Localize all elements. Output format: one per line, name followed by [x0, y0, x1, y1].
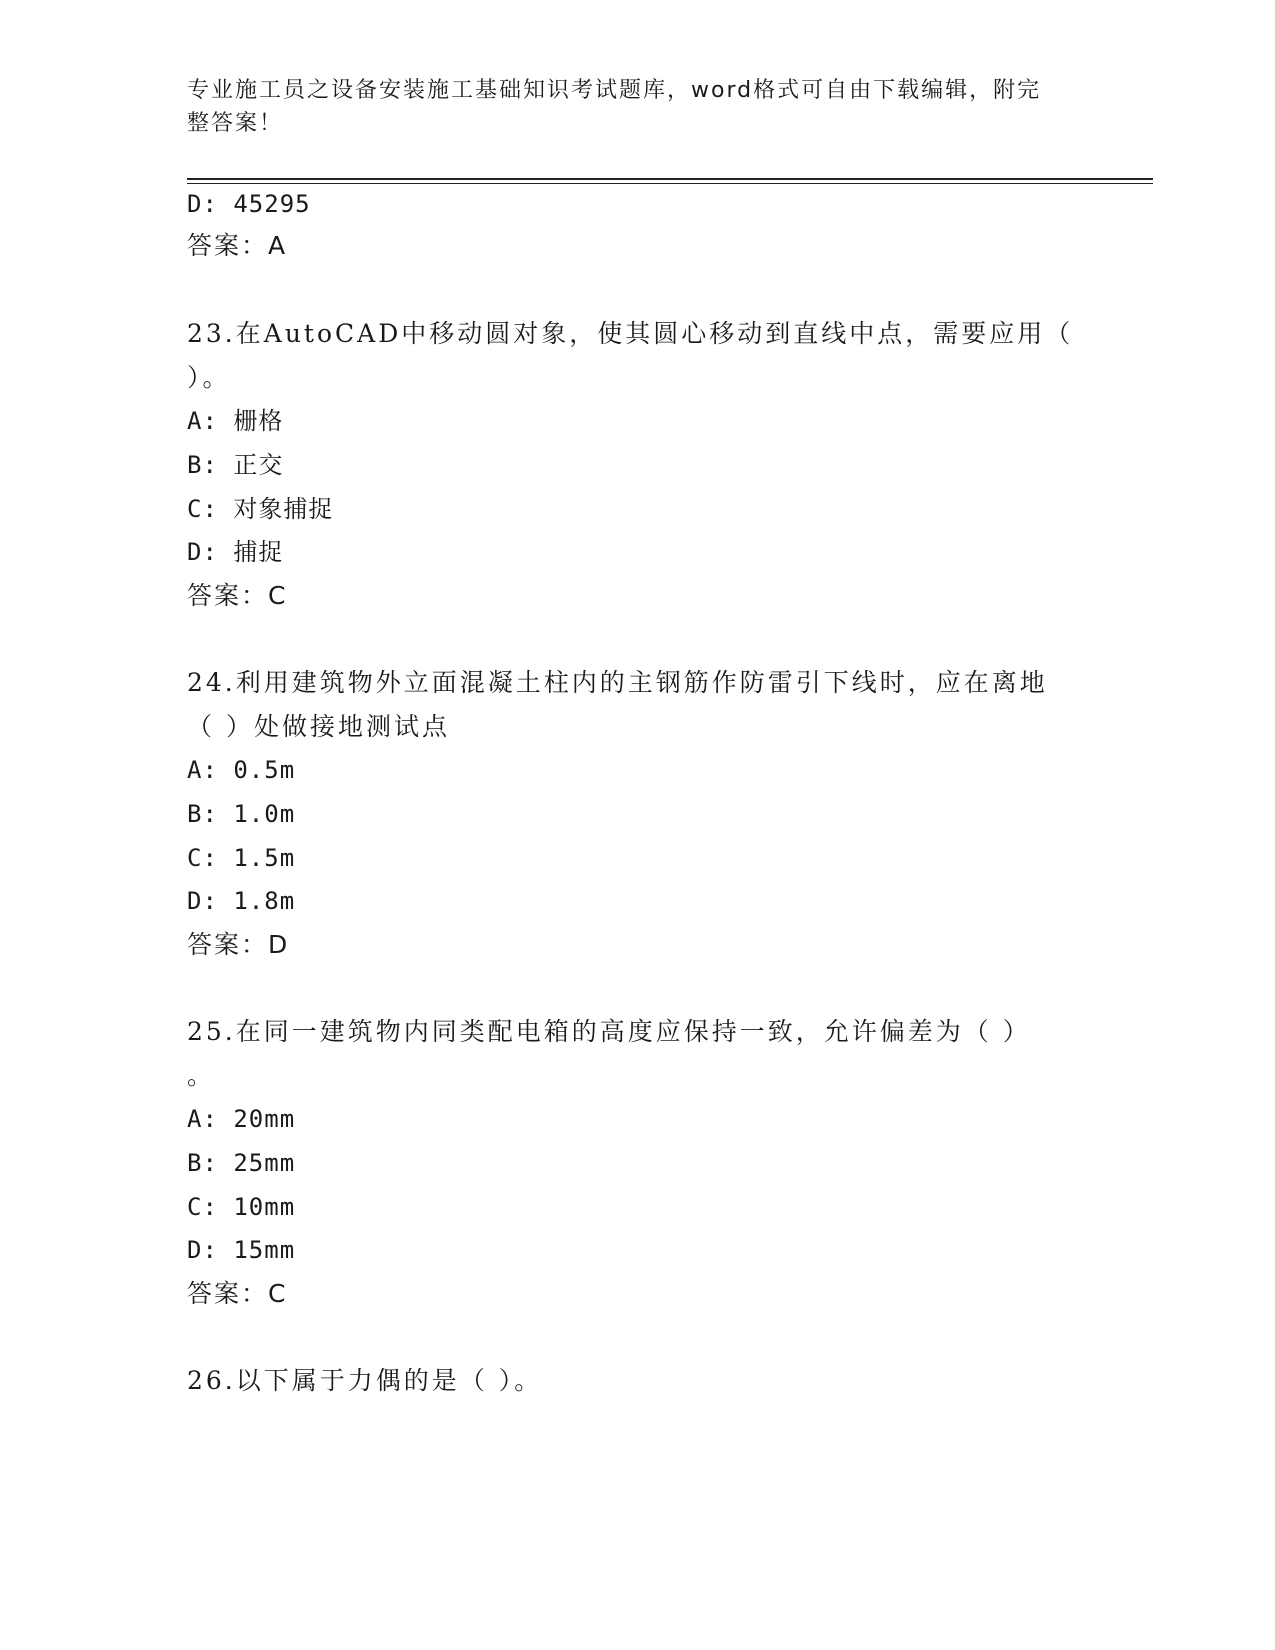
- q23-option-b: B: 正交: [187, 451, 284, 479]
- q24-option-a: A: 0.5m: [187, 756, 296, 784]
- q25-option-a: A: 20mm: [187, 1105, 296, 1133]
- header-line-2: 整答案！: [187, 111, 284, 136]
- q25-option-d: D: 15mm: [187, 1236, 296, 1264]
- header-line-1: 专业施工员之设备安装施工基础知识考试题库，word格式可自由下载编辑，附完: [187, 78, 1042, 103]
- q24-answer: 答案：D: [187, 930, 290, 959]
- q25-answer: 答案：C: [187, 1279, 288, 1308]
- prev-option-d: D: 45295: [187, 190, 311, 218]
- q23-option-a: A: 栅格: [187, 407, 284, 435]
- q23-option-d: D: 捕捉: [187, 538, 284, 566]
- q25-option-c: C: 10mm: [187, 1193, 296, 1221]
- header-divider-thin: [187, 183, 1153, 184]
- q25-stem-line-2: 。: [187, 1061, 216, 1090]
- q25-stem-line-1: 25.在同一建筑物内同类配电箱的高度应保持一致，允许偏差为（ ）: [187, 1017, 1031, 1046]
- q24-option-b: B: 1.0m: [187, 800, 296, 828]
- q25-option-b: B: 25mm: [187, 1149, 296, 1177]
- q24-stem-line-1: 24.利用建筑物外立面混凝土柱内的主钢筋作防雷引下线时，应在离地: [187, 668, 1048, 697]
- q24-option-d: D: 1.8m: [187, 887, 296, 915]
- q23-stem-line-1: 23.在AutoCAD中移动圆对象，使其圆心移动到直线中点，需要应用（: [187, 319, 1074, 348]
- document-header: [187, 74, 1067, 140]
- q24-stem-line-2: （ ）处做接地测试点: [187, 712, 450, 741]
- header-divider-thick: [187, 178, 1153, 180]
- q23-stem-line-2: ）。: [187, 363, 231, 392]
- q26-stem-line-1: 26.以下属于力偶的是（ ）。: [187, 1366, 543, 1395]
- prev-answer: 答案：A: [187, 231, 288, 260]
- q23-answer: 答案：C: [187, 581, 288, 610]
- q23-option-c: C: 对象捕捉: [187, 495, 334, 523]
- q24-option-c: C: 1.5m: [187, 844, 296, 872]
